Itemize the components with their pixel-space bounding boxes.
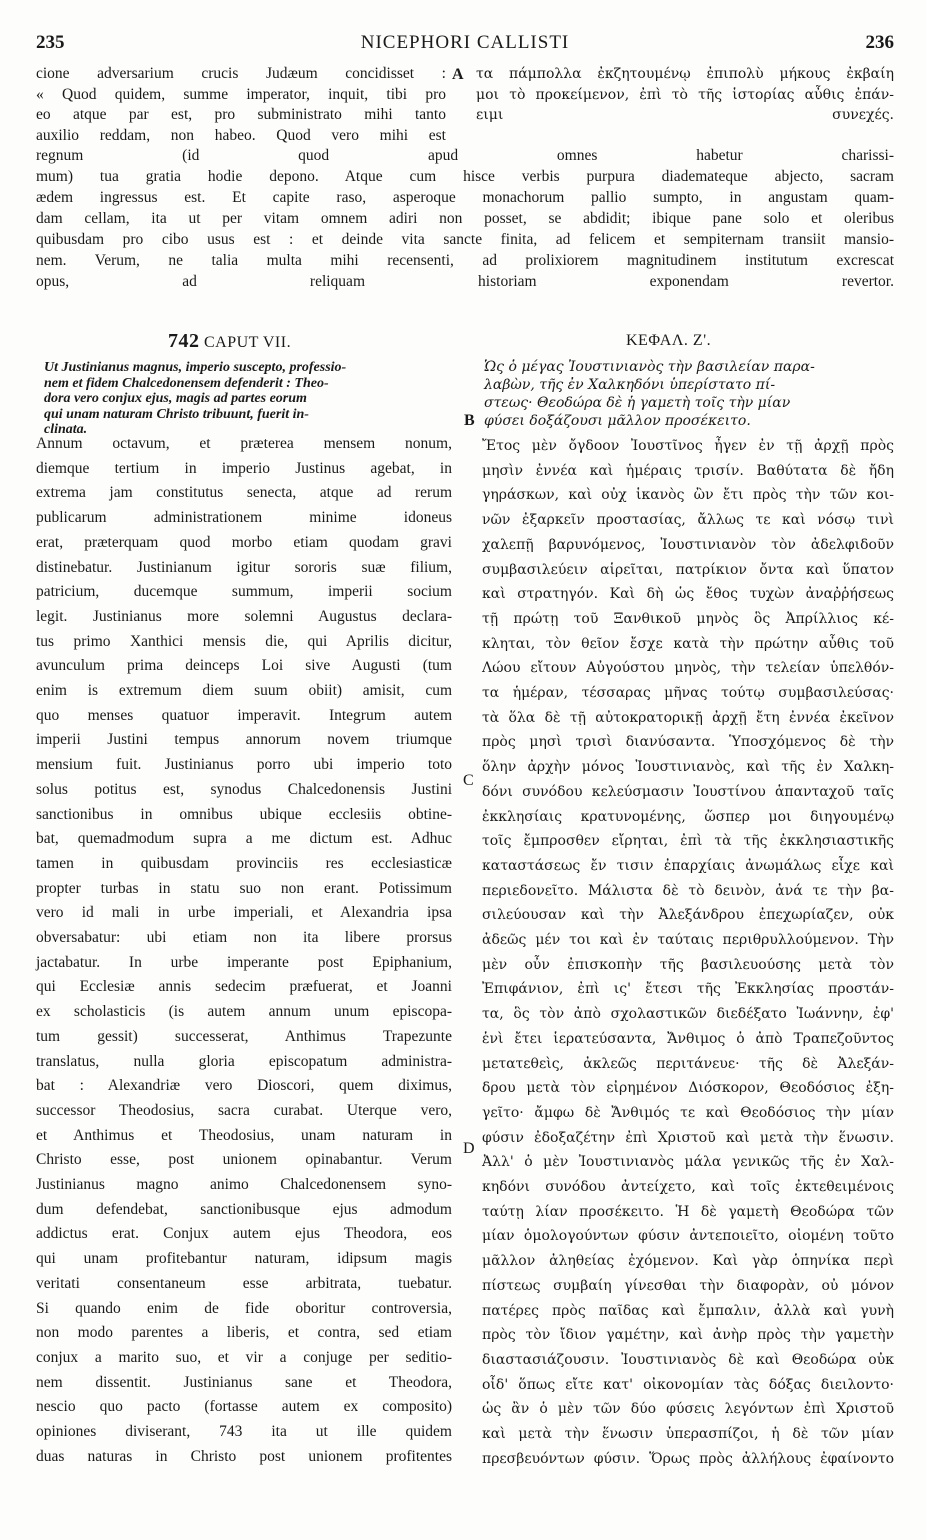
margin-letter-a: A — [452, 66, 464, 83]
text-line: eo atque par est, pro subministrato mihi tanto — [36, 106, 446, 123]
text-line: cione adversarium crucis Judæum concidisset : — [36, 65, 446, 82]
text-line: συμβασιλεύειν αἱρεῖται, πατρίκιον ὄντα καὶ ὕπατον — [482, 561, 894, 578]
text-line: solus potitus est, synodus Chalcedonensis Justini — [36, 780, 452, 798]
text-line: mum) tua gratia hodie depono. Atque cum hisce verbis purpura diademateque abjecto, sacram — [36, 168, 894, 185]
text-line: Ἀλλ' ὁ μὲν Ἰουστινιανὸς μάλα γενικῶς τῆς ἐν Χαλ- — [482, 1154, 894, 1171]
text-line: enim is extremum diem suum obiit) amisit, cum — [36, 682, 452, 699]
text-line: χαλεπῇ βαρυνόμενος, Ἰουστινιανὸν τὸν ἀδελφιδοῦν — [482, 536, 894, 553]
text-line: Si quando enim de fide oboritur controversia, — [36, 1299, 452, 1317]
text-line: Justinianus magno animo Chalcedonensem syno- — [36, 1176, 452, 1193]
summary-line: Ut Justinianus magnus, imperio suscepto, professio- — [44, 360, 347, 375]
text-line: διαστασιάζουσιν. Ἰουστινιανὸς δὲ καὶ Θεοδώρα οὐκ — [482, 1351, 894, 1368]
text-line: μίαν ὁμολογούντων φύσιν ἀντεποιεῖτο, οἰομένη τοῦτο — [482, 1228, 894, 1245]
summary-line: dora vero conjux ejus, magis ad partes eorum — [44, 391, 307, 406]
text-line: τῇ πρώτῃ τοῦ Ξανθικοῦ μηνὸς ὃς Ἀπρίλλιος κέ- — [482, 610, 894, 627]
text-line: Annum octavum, et præterea mensem nonum, — [36, 435, 452, 452]
text-line: non modo parentes a liberis, et contra, sed etiam — [36, 1324, 452, 1342]
text-line: ædem ingressus est. Et capite raso, asperoque monachorum pallio sumpto, in angustam quam- — [36, 189, 894, 206]
text-line: ειμι συνεχές. — [476, 107, 894, 123]
text-line: erat, præterquam quod morbo etiam quodam gravi — [36, 533, 452, 551]
text-line: avunculum prima deinceps Loi sive Augusti (tum — [36, 657, 452, 675]
text-line: μὲν οὖν ἐπισκοπὴν τῆς βασιλευούσης μετὰ τὸν — [482, 956, 894, 973]
running-title: NICEPHORI CALLISTI — [360, 32, 570, 53]
text-line: μησὶν ἐννέα καὶ ἡμέραις τρισίν. Βαθύτατα δὲ ἤδη — [482, 462, 894, 479]
text-line: mensium fuit. Justinianus porro ubi imperio toto — [36, 756, 452, 774]
text-line: καὶ μετὰ τὴν ἕνωσιν ὑπερασπίζοι, ἡ δὲ τῶν μίαν — [482, 1426, 894, 1442]
text-line: καὶ στρατηγόν. Καὶ δὴ ὡς ἔθος τυχὼν ἀναῤῥήσεως — [482, 586, 894, 603]
text-line: ex scholasticis (is autem annum unum episcopa- — [36, 1003, 452, 1021]
summary-line: qui unam naturam Christo tribuunt, fuerit in- — [44, 406, 309, 422]
text-line: γηράσκων, καὶ οὐχ ἱκανὸς ὢν ἔτι πρὸς τὴν τῶν κοι- — [482, 487, 894, 504]
text-line: sanctionibus in omnibus ubique ecclesiis obtine- — [36, 805, 452, 823]
page-number-right: 236 — [865, 32, 894, 53]
text-line: ἐκκλησίαις κρατυνομένης, ὥσπερ μοι διηγουμένῳ — [482, 808, 894, 825]
text-line: ἑνὶ ἔτει ἱερατεύσαντα, Ἄνθιμος ὁ ἀπὸ Τραπεζοῦντος — [482, 1030, 894, 1047]
text-line: νῶν ἐξαρκεῖν προστασίας, ἄλλως τε καὶ νόσῳ τινὶ — [482, 512, 894, 529]
text-line: dam cellam, ita ut per vitam omnem adiri non posset, se abdidit; ibique pane solo et oleribus — [36, 210, 894, 227]
text-line: πατέρες πρὸς παῖδας καὶ ἔμπαλιν, ἀλλὰ καὶ γυνὴ — [482, 1302, 894, 1319]
text-line: distinebatur. Justinianum igitur sororis suæ filium, — [36, 558, 452, 576]
text-line: auxilio reddam, non habeo. Quod vero mihi est — [36, 126, 446, 144]
text-line: translatus, nulla gloria episcopatum administra- — [36, 1052, 452, 1070]
summary-line: στεως· Θεοδώρα δὲ ἡ γαμετὴ τοῖς τὴν μίαν — [484, 395, 791, 411]
text-line: opiniones diviserant, 743 ita ut ille quidem — [36, 1423, 452, 1440]
text-line: qui unam profitebantur naturam, idipsum magis — [36, 1250, 452, 1268]
text-line: δρου μετὰ τὸν εἰρημένον Διόσκορον, Θεοδόσιος ἐξη- — [482, 1080, 894, 1097]
text-line: veritati consentaneum esse arbitrata, tuebatur. — [36, 1274, 452, 1292]
text-line: quibusdam pro cibo usus est : et deinde vita sancte finita, ad felicem et sempiternam transiit mansio- — [36, 231, 894, 248]
text-line: τα, ὃς τὸν ἀπὸ σχολαστικῶν διεδέξατο Ἰωάννην, ἐφ' — [482, 1006, 894, 1023]
margin-letter-d: D — [463, 1140, 475, 1157]
text-line: qui Ecclesiæ annis sedecim præfuerat, et Joanni — [36, 978, 452, 996]
text-line: successor Theodosius, sacra curabat. Uterque vero, — [36, 1101, 452, 1119]
text-line: τὰ ὅλα δὲ τῇ αὐτοκρατορικῇ ἀρχῇ ἔτη ἐννέα ἐκεῖνον — [482, 709, 894, 726]
text-line: bat, quemadmodum supra a me dictum est. Adhuc — [36, 830, 452, 848]
text-line: vero id mali in urbe imperiali, et Alexandria ipsa — [36, 904, 452, 922]
text-line: ἀδεῶς μέν τοι καὶ ἐν ταύταις περιθρυλλούμενον. Τὴν — [482, 932, 894, 948]
text-line: et Anthimus et Theodosius, unam naturam in — [36, 1126, 452, 1144]
text-line: τοῖς ἔμπροσθεν εἴρηται, ἐπὶ τὰ τῆς ἐκκλησιαστικῆς — [482, 833, 894, 850]
text-line: nem. Verum, ne talia multa mihi recensenti, ad prolixiorem magnitudinem institutum excrescat — [36, 252, 894, 269]
text-line: nescio quo pacto (fortasse autem ex composito) — [36, 1398, 452, 1416]
text-line: πρεσβευόντων φύσιν. Ὅρως πρὸς ἀλλήλους ἐφαίνοντο — [482, 1450, 894, 1467]
text-line: nem dissentit. Justinianus sane et Theodora, — [36, 1373, 452, 1391]
page-header — [36, 32, 894, 56]
text-line: περιεδονεῖτο. Μάλιστα δὲ τὸ δεινὸν, ἀνά τε τὴν βα- — [482, 882, 894, 899]
chapter-title-greek: ΚΕΦΑΛ. Ζ'. — [626, 332, 712, 349]
text-line: legit. Justinianus more solemni Augustus declara- — [36, 607, 452, 625]
summary-line: Ὡς ὁ μέγας Ἰουστινιανὸς τὴν βασιλείαν παρα- — [484, 359, 815, 375]
chapter-page-number: 742 — [168, 330, 200, 352]
text-line: κληται, τὸν θεῖον ἔσχε κατὰ τὴν πρώτην αὖθις τοῦ — [482, 635, 894, 652]
text-line: propter turbas in statu suo non erant. Potissimum — [36, 879, 452, 897]
text-line: τα πάμπολλα ἐκζητουμένῳ ἐπιπολὺ μήκους ἐκβαίη — [476, 66, 894, 82]
text-line: μᾶλλον ἀληθείας ἐχόμενον. Καὶ γὰρ ὁπηνίκα περὶ — [482, 1253, 894, 1270]
text-line: patricium, ducemque summum, imperii socium — [36, 583, 452, 601]
text-line: duas naturas in Christo post unionem profitentes — [36, 1447, 452, 1465]
summary-line: clinata. — [44, 422, 88, 437]
text-line: τα ἡμέραν, τέσσαρας μῆνας τούτῳ συμβασιλεύσας· — [482, 685, 894, 701]
margin-letter-b: B — [464, 412, 475, 429]
summary-line: λαβὼν, τῆς ἐν Χαλκηδόνι ὑπερίστατο πί- — [484, 377, 776, 393]
text-line: μοι τὸ προκείμενον, ἐπὶ τὸ τῆς ἱστορίας αὖθις ἐπάν- — [476, 86, 894, 103]
text-line: οἶδ' ὅπως εἴτε κατ' οἰκονομίαν τὰς δόξας διειλοντο· — [482, 1376, 894, 1393]
text-line: addictus erat. Conjux autem ejus Theodora, eos — [36, 1225, 452, 1243]
summary-line: φύσει δοξάζουσι μᾶλλον προσέκειτο. — [484, 413, 751, 429]
text-line: Λώου εἴτουν Αὐγούστου μηνὸς, τὴν τελείαν ὑπελθόν- — [482, 660, 894, 677]
text-line: μετατεθεὶς, ἀκλεῶς περιτάνευε· τῆς δὲ Ἀλεξάν- — [482, 1055, 894, 1072]
text-line: Ἔτος μὲν ὄγδοον Ἰουστῖνος ἦγεν ἐν τῇ ἀρχῇ πρὸς — [482, 438, 894, 454]
text-line: quo menses quatuor imperavit. Integrum autem — [36, 706, 452, 724]
text-line: « Quod quidem, summe imperator, inquit, tibi pro — [36, 85, 446, 103]
text-line: extrema jam constitutus senecta, atque ad rerum — [36, 484, 452, 502]
text-line: πρὸς τὸν ἴδιον γαμέτην, καὶ ἀνὴρ πρὸς τὴν γαμετὴν — [482, 1327, 894, 1344]
text-line: diemque tertium in imperio Justinus agebat, in — [36, 459, 452, 477]
text-line: ταύτῃ λίαν προσέκειτο. Ἡ δὲ γαμετὴ Θεοδώρα τῶν — [482, 1203, 894, 1220]
chapter-heading-latin — [168, 330, 291, 353]
text-line: jactabatur. In urbe imperante post Epiphanium, — [36, 953, 452, 971]
text-line: δόνι συνόδου κελεύσμασιν Ἰουστίνου ἁπανταχοῦ ταῖς — [482, 783, 894, 800]
text-line: imperii Justini tempus annorum novem triumque — [36, 731, 452, 749]
text-line: καταστάσεως ἔν τισιν ἐπαρχίαις ἀνωμάλως εἶχε καὶ — [482, 857, 894, 874]
text-line: Ἐπιφάνιον, ἐπὶ ις' ἔτεσι τῆς Ἐκκλησίας προστάν- — [482, 981, 894, 998]
page-number-left: 235 — [36, 32, 65, 53]
text-line: ὅλην ἀρχὴν μόνος Ἰουστινιανὸς, καὶ τῆς ἐν Χαλκη- — [482, 759, 894, 776]
text-line: regnum (id quod apud omnes habetur charissi- — [36, 147, 894, 164]
text-line: πρὸς μησὶ τρισὶ διανύσαντα. Ὑποσχόμενος δὲ τὴν — [482, 734, 894, 751]
text-line: conjux a marito suo, et vir a conjuge per seditio- — [36, 1348, 452, 1366]
text-line: σιλεύουσαν καὶ τὴν Ἀλεξάνδρου ἐπεχωρίαζεν, οὐκ — [482, 907, 894, 924]
text-line: publicarum administrationem minime idoneus — [36, 509, 452, 527]
summary-line: nem et fidem Chalcedonensem defenderit : Theo- — [44, 375, 329, 391]
text-line: opus, ad reliquam historiam exponendam revertor. — [36, 273, 894, 290]
text-line: obversabatur: ubi etiam non ita libere prorsus — [36, 929, 452, 946]
margin-letter-c: C — [463, 772, 474, 789]
text-line: tum gessit) successerat, Anthimus Trapezunte — [36, 1027, 452, 1045]
text-line: Christo esse, post unionem opinabantur. Verum — [36, 1151, 452, 1169]
text-line: πίστεως συμβαίη γίνεσθαι τὴν διαφορὰν, οὐ μόνον — [482, 1277, 894, 1294]
text-line: tamen in quibusdam provinciis res ecclesiasticæ — [36, 854, 452, 872]
text-line: tus primo Xanthici mensis die, qui Aprilis dicitur, — [36, 632, 452, 650]
chapter-title-latin: CAPUT VII. — [204, 334, 292, 351]
text-line: dum defendebat, sanctionibusque ejus admodum — [36, 1200, 452, 1218]
text-line: φύσιν ἐδοξαζέτην ἐπὶ Χριστοῦ καὶ μετὰ τὴν ἕνωσιν. — [482, 1129, 894, 1146]
text-line: κηδόνι συνόδου ἀντείχετο, καὶ τοῖς ἐκτεθειμένοις — [482, 1179, 894, 1195]
text-line: bat : Alexandriæ vero Dioscori, quem diximus, — [36, 1077, 452, 1095]
text-line: ὡς ἂν ὁ μὲν τῶν δύο φύσεις λεγόντων ἐπὶ Χριστοῦ — [482, 1401, 894, 1418]
text-line: γεῖτο· ἄμφω δὲ Ἄνθιμός τε καὶ Θεοδόσιος τὴν μίαν — [482, 1104, 894, 1121]
